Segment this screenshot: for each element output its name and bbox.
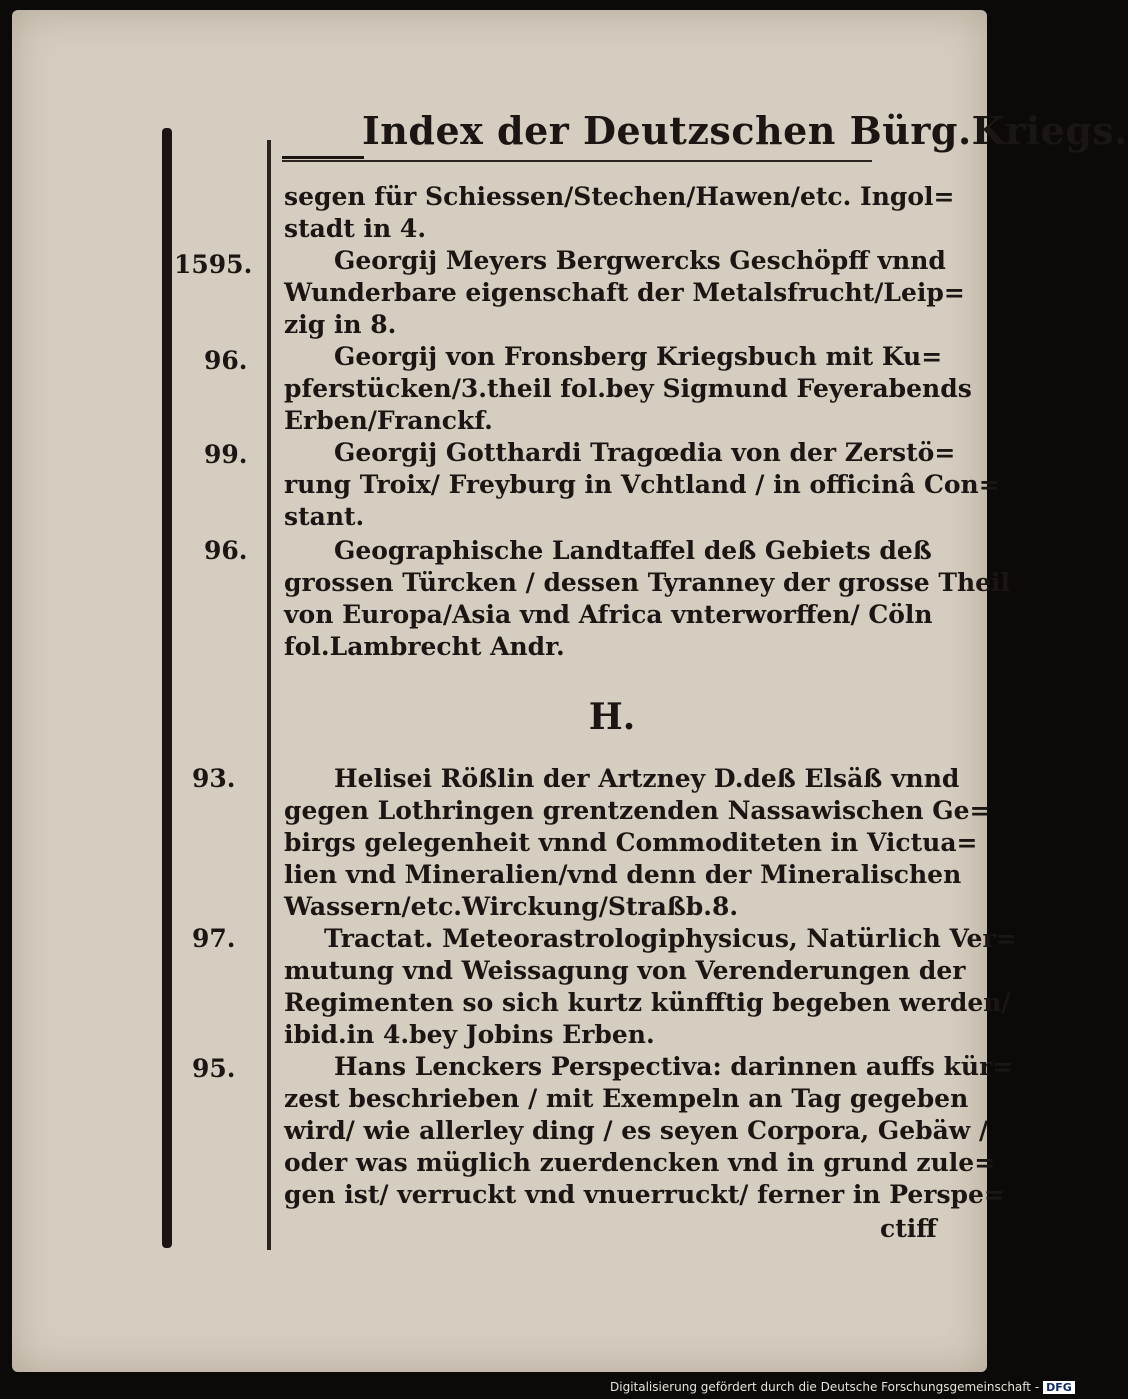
entry-line: ibid.in 4.bey Jobins Erben.	[284, 1020, 655, 1049]
entry-year: 97.	[192, 924, 236, 953]
entry-line: Wunderbare eigenschaft der Metalsfrucht/Leip=	[284, 278, 965, 307]
entry-line: zig in 8.	[284, 310, 397, 339]
entry-year: 99.	[204, 440, 248, 469]
entry-line: Georgij von Fronsberg Kriegsbuch mit Ku=	[334, 342, 943, 371]
entry-line: oder was müglich zuerdencken vnd in grund zule=	[284, 1148, 996, 1177]
entry-line: pferstücken/3.theil fol.bey Sigmund Feyerabends	[284, 374, 972, 403]
section-heading: H.	[588, 696, 636, 738]
footer-text: Digitalisierung gefördert durch die Deutsche Forschungsgemeinschaft -	[610, 1380, 1040, 1394]
margin-rule-thick	[162, 128, 172, 1248]
entry-year: 96.	[204, 536, 248, 565]
entry-line: Helisei Rößlin der Artzney D.deß Elsäß vnnd	[334, 764, 960, 793]
margin-rule-thin	[267, 140, 271, 1250]
entry-line: gen ist/ verruckt vnd vnuerruckt/ ferner in Perspe=	[284, 1180, 1005, 1209]
entry-line: rung Troix/ Freyburg in Vchtland / in officinâ Con=	[284, 470, 1000, 499]
entry-line: zest beschrieben / mit Exempeln an Tag gegeben	[284, 1084, 969, 1113]
entry-line: Erben/Franckf.	[284, 406, 493, 435]
entry-year: 1595.	[174, 250, 253, 279]
header-rule	[282, 156, 364, 159]
entry-line: lien vnd Mineralien/vnd denn der Mineralischen	[284, 860, 962, 889]
entry-line: Georgij Gotthardi Tragœdia von der Zerstö=	[334, 438, 956, 467]
digitization-credit	[610, 1380, 1072, 1399]
dfg-logo: DFG	[1043, 1381, 1075, 1394]
entry-line: von Europa/Asia vnd Africa vnterworffen/ Cöln	[284, 600, 933, 629]
entry-line: wird/ wie allerley ding / es seyen Corpora, Gebäw /	[284, 1116, 989, 1145]
header-underline	[282, 160, 872, 162]
entry-year: 95.	[192, 1054, 236, 1083]
entry-line: Georgij Meyers Bergwercks Geschöpff vnnd	[334, 246, 946, 275]
book-page	[12, 10, 1128, 1372]
entry-year: 93.	[192, 764, 236, 793]
entry-line: Geographische Landtaffel deß Gebiets deß	[334, 536, 932, 565]
entry-line: segen für Schiessen/Stechen/Hawen/etc. Ingol=	[284, 182, 955, 211]
running-title: Index der Deutzschen Bürg.Kriegs.	[362, 108, 1128, 153]
entry-year: 96.	[204, 346, 248, 375]
entry-line: grossen Türcken / dessen Tyranney der grosse Theil	[284, 568, 1011, 597]
entry-line: Tractat. Meteorastrologiphysicus, Natürlich Ver=	[324, 924, 1017, 953]
entry-line: gegen Lothringen grentzenden Nassawischen Ge=	[284, 796, 991, 825]
entry-line: fol.Lambrecht Andr.	[284, 632, 565, 661]
entry-line: mutung vnd Weissagung von Verenderungen der	[284, 956, 966, 985]
entry-line: Regimenten so sich kurtz künfftig begeben werden/	[284, 988, 1011, 1017]
entry-line: Wassern/etc.Wirckung/Straßb.8.	[284, 892, 739, 921]
entry-line: birgs gelegenheit vnnd Commoditeten in Victua=	[284, 828, 978, 857]
entry-line: stant.	[284, 502, 365, 531]
catchword: ctiff	[880, 1214, 937, 1243]
entry-line: Hans Lenckers Perspectiva: darinnen auffs kür=	[334, 1052, 1014, 1081]
entry-line: stadt in 4.	[284, 214, 427, 243]
